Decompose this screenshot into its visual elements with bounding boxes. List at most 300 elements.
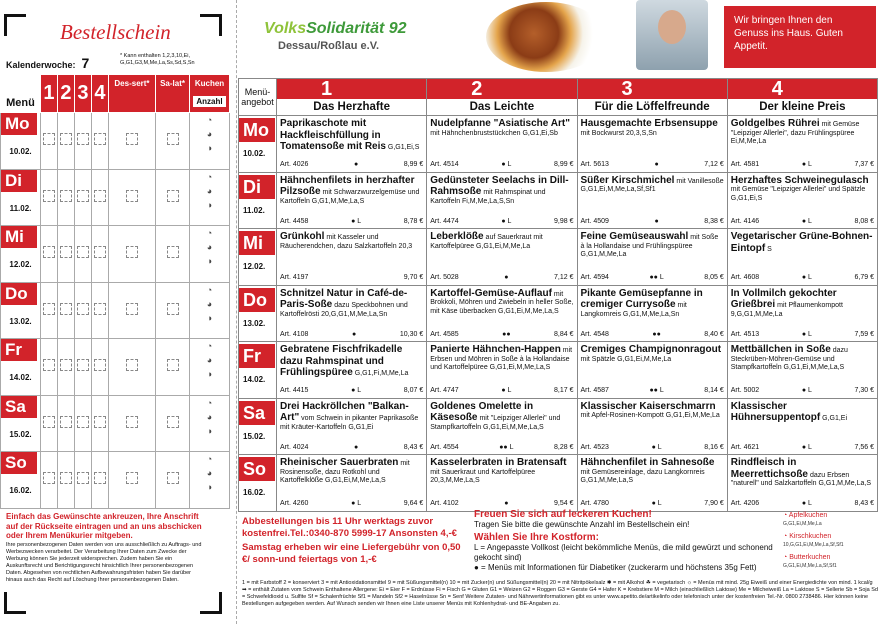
order-checkbox[interactable] — [126, 190, 138, 202]
order-checkbox[interactable] — [126, 472, 138, 484]
day-cell — [239, 342, 277, 399]
order-checkbox[interactable] — [77, 246, 89, 258]
diet-symbols: ● L — [801, 387, 812, 394]
day-label: Mi — [1, 226, 37, 248]
order-checkbox[interactable] — [77, 190, 89, 202]
checkbox-cell[interactable] — [41, 282, 58, 339]
order-grid — [0, 74, 230, 509]
checkbox-cell[interactable] — [74, 452, 91, 509]
checkbox-cell[interactable] — [156, 395, 190, 452]
dish-desc: G,G1,Fi,M,Me,La — [352, 370, 409, 377]
cake-count-cell[interactable] — [190, 113, 230, 170]
diet-symbols: ● — [353, 161, 359, 168]
checkbox-cell[interactable] — [108, 226, 155, 283]
menu-row — [239, 172, 878, 229]
checkbox-cell[interactable] — [108, 452, 155, 509]
article-number: Art. 5002 — [730, 387, 760, 394]
dish-cell — [727, 285, 877, 342]
checkbox-cell[interactable] — [57, 452, 74, 509]
order-checkbox[interactable] — [60, 190, 72, 202]
dish-cell — [577, 455, 727, 512]
order-checkbox[interactable] — [43, 303, 55, 315]
article-number: Art. 4197 — [280, 274, 309, 281]
dish-name: Hähnchenfilets in herzhafter Pilzsoße — [280, 174, 415, 197]
dish-price: 8,07 € — [403, 387, 424, 394]
checkbox-cell[interactable] — [156, 169, 190, 226]
menu-sheet — [238, 0, 880, 624]
checkbox-cell[interactable] — [91, 339, 108, 396]
diet-symbols: ● L — [801, 500, 812, 507]
salad-col: Sa-lat* — [156, 75, 190, 113]
day-cell — [1, 169, 41, 226]
diet-symbols: ● L — [801, 443, 812, 451]
diet-symbols: ●● L — [649, 274, 664, 281]
corner-mark — [4, 592, 26, 614]
order-checkbox[interactable] — [167, 246, 179, 258]
checkbox-cell[interactable] — [41, 113, 58, 170]
order-checkbox[interactable] — [60, 416, 72, 428]
dish-price: 7,12 € — [554, 274, 574, 281]
checkbox-cell[interactable] — [108, 339, 155, 396]
date-label: 10.02. — [9, 147, 32, 156]
diet-symbols: ● L — [351, 387, 362, 394]
dish-cell — [427, 455, 577, 512]
dish-name: Klassischer Kaiserschmarrn — [580, 400, 716, 412]
dish-desc: dazu Erbsen "naturell" und Salzkartoffeln G,G1,M,Me,La,S — [730, 471, 871, 487]
checkbox-cell[interactable] — [57, 282, 74, 339]
checkbox-cell[interactable] — [74, 395, 91, 452]
dish-cell — [577, 229, 727, 286]
article-number: Art. 4024 — [280, 443, 309, 451]
category-header — [277, 79, 427, 116]
dish-cell — [427, 229, 577, 286]
dish-cell — [277, 285, 427, 342]
dessert-col: Des-sert* — [108, 75, 155, 113]
cake-icons: ◔ ◕ ◑ — [206, 341, 213, 379]
diet-symbols: ● L — [651, 500, 662, 507]
article-number: Art. 4458 — [280, 217, 309, 225]
order-checkbox[interactable] — [43, 359, 55, 371]
dish-price: 8,05 € — [704, 274, 724, 281]
article-number: Art. 4747 — [430, 387, 459, 394]
order-checkbox[interactable] — [126, 303, 138, 315]
checkbox-cell[interactable] — [91, 395, 108, 452]
date-label: 15.02. — [243, 431, 266, 441]
order-row — [1, 395, 230, 452]
order-checkbox[interactable] — [77, 472, 89, 484]
order-row — [1, 226, 230, 283]
dish-desc: mit Rahmspinat und Kartoffeln Fi,M,Me,La,S,Sn — [430, 189, 546, 205]
order-checkbox[interactable] — [167, 416, 179, 428]
diet-symbols: ● L — [801, 161, 812, 168]
cake-item: ◔ Butterkuchen G,G1,Ei,M,Me,La,Sf,Sf1 — [783, 554, 837, 569]
cake-col: Kuchen Anzahl — [190, 75, 230, 113]
diet-symbols: ●● — [502, 330, 511, 338]
cake-icons: ◔ ◕ ◑ — [206, 171, 213, 210]
dish-name: Kartoffel-Gemüse-Auflauf — [430, 287, 552, 299]
dish-desc: auf Sauerkraut mit Kartoffelpüree G,G1,Ei,M,Me,La — [430, 234, 543, 250]
day-label: Mo — [1, 113, 37, 135]
dish-desc: G,G1,Ei — [820, 415, 848, 422]
dish-desc: mit Vanillesoße G,G1,Ei,M,Me,La,Sf,Sf1 — [580, 177, 724, 193]
dish-name: Mettbällchen in Soße — [730, 344, 831, 355]
order-checkbox[interactable] — [126, 133, 138, 145]
dish-name: Grünkohl — [280, 231, 325, 242]
diet-symbols: ● L — [501, 387, 512, 394]
diet-symbols: ● L — [651, 443, 662, 451]
date-label: 13.02. — [9, 316, 32, 326]
menu-row — [239, 342, 878, 399]
dish-name: Gedünsteter Seelachs in Dill-Rahmsoße — [430, 174, 569, 197]
checkbox-cell[interactable] — [156, 452, 190, 509]
dish-desc: S — [765, 245, 772, 253]
day-label: Fr — [239, 344, 275, 368]
dish-price: 8,99 € — [403, 161, 424, 168]
logo-subtitle: Dessau/Roßlau e.V. — [278, 40, 380, 52]
order-checkbox[interactable] — [126, 416, 138, 428]
day-label: So — [239, 457, 275, 481]
dish-desc: mit Brokkoli, Möhren und Zwiebeln in heller Soße, mit Käse überbacken G,G1,Ei,M,Me,La,S — [430, 290, 574, 315]
dish-name: Herzhaftes Schweinegulasch — [730, 174, 869, 186]
diet-symbols: ● — [504, 500, 509, 507]
order-checkbox[interactable] — [77, 359, 89, 371]
cake-count-cell[interactable] — [190, 339, 230, 396]
cake-icons: ◔ ◕ ◑ — [206, 115, 213, 153]
corner-mark — [200, 14, 222, 36]
dish-name: Süßer Kirschmichel — [580, 174, 675, 186]
order-checkbox[interactable] — [94, 416, 106, 428]
dish-cell — [277, 342, 427, 399]
checkbox-cell[interactable] — [74, 282, 91, 339]
checkbox-cell[interactable] — [91, 113, 108, 170]
dish-desc: mit Erbsen und Möhren in Soße à la Hollandaise und Kartoffelpüree G,G1,Ei,M,Me,La,S — [430, 347, 573, 371]
dish-price: 8,84 € — [554, 330, 574, 338]
date-label: 10.02. — [243, 149, 266, 158]
cake-count-cell[interactable] — [190, 282, 230, 339]
dish-desc: mit Sauerkraut und Kartoffelpüree 20,3,M,Me,La,S — [430, 468, 536, 484]
order-checkbox[interactable] — [43, 133, 55, 145]
checkbox-cell[interactable] — [108, 113, 155, 170]
order-row — [1, 113, 230, 170]
diet-symbols: ● — [654, 217, 659, 225]
cake-icons: ◔ ◕ ◑ — [206, 284, 213, 323]
checkbox-cell[interactable] — [108, 282, 155, 339]
checkbox-cell[interactable] — [91, 452, 108, 509]
dish-cell — [727, 455, 877, 512]
diet-info: Freuen Sie sich auf leckeren Kuchen! Tragen Sie bitte die gewünschte Anzahl im Bestellschein ein! Wählen Sie Ihre Kostform: L = Angepasste Vollkost (leicht bekömmliche Menüs, die mild gewürzt und schonend gekocht sind) ● = Menüs mit Informationen für Diabetiker (zuckerarm und höchstens 35g Fett) — [474, 509, 773, 572]
category-number: 4 — [728, 79, 877, 99]
dish-price: 7,12 € — [704, 161, 724, 168]
dish-price: 7,30 € — [854, 387, 874, 394]
day-cell — [239, 455, 277, 512]
dish-cell — [727, 116, 877, 173]
instruction-note: Einfach das Gewünschte ankreuzen, Ihre Anschrift auf der Rückseite eintragen und an uns abschicken oder Ihrem Menükurier mitgeben. — [6, 512, 202, 540]
day-cell — [1, 339, 41, 396]
day-label: Do — [239, 288, 275, 312]
checkbox-cell[interactable] — [156, 113, 190, 170]
order-checkbox[interactable] — [60, 359, 72, 371]
dish-desc: mit Hähnchenbruststückchen G,G1,Ei,Sb — [430, 129, 558, 137]
article-number: Art. 4585 — [430, 330, 459, 338]
day-label: Di — [239, 175, 275, 199]
article-number: Art. 4523 — [580, 443, 609, 451]
menu-table — [238, 78, 878, 512]
allergen-legend: 1 = mit Farbstoff 2 = konserviert 3 = mit Antioxidationsmittel 9 = mit Süßungsmittel(n) 10 = mit Zucker(n) und Süßungsmittel(n) 20 = mit Nitritpökelsalz ✱ = mit Alkohol ☘ = vegetarisch ☼ = Menüs mit mind. 25g Eiweiß und einer Energiedichte von mind. 1 kcal/g ➡ = enthält Zutaten vom Schwein Enthaltene Allergene: Ei = Eier F = Erdnüsse Fi = Fisch G = Gluten G1 = Weizen G2 = Roggen G3 = Gerste G4 = Hafer K = Krebstiere M = Milch (einschließlich Laktose) Me = Milcheiweiß La = Laktose S = Sellerie Sb = Soja Sd = Schwefeldioxid u. Sulfite Sf = Schalenfrüchte Sf1 = Mandeln Sf2 = Haselnüsse Sn = Senf Weitere Zutaten- und Nährwertinformationen gibt es unter www.apetito.de/artikelinfo oder telefonisch unter der kostenfreien Tel.-Nr. 0800 2738486. Hier können keine Bestellungen aufgegeben werden. Auf Wunsch senden wir Ihnen eine Liste unserer Menüs mit Kohlenhydrat- und BE-Angaben zu. — [242, 580, 878, 607]
article-number: Art. 5028 — [430, 274, 459, 281]
order-checkbox[interactable] — [126, 359, 138, 371]
dish-price: 8,38 € — [704, 217, 724, 225]
day-label: Fr — [1, 339, 37, 361]
logo: VolksSolidarität 92 — [264, 20, 407, 37]
date-label: 14.02. — [9, 373, 32, 382]
checkbox-cell[interactable] — [156, 282, 190, 339]
diet-symbols: ● — [504, 274, 509, 281]
corner-mark — [4, 14, 26, 36]
order-form — [0, 0, 232, 624]
cake-icons: ◔ ◕ ◑ — [206, 454, 213, 492]
article-number: Art. 4780 — [580, 500, 609, 507]
dish-price: 7,59 € — [854, 330, 874, 338]
order-checkbox[interactable] — [60, 472, 72, 484]
cake-count-cell[interactable] — [190, 452, 230, 509]
checkbox-cell[interactable] — [41, 169, 58, 226]
article-number: Art. 4587 — [580, 387, 609, 394]
dish-price: 6,79 € — [854, 274, 874, 281]
diet-symbols: ● L — [801, 274, 812, 281]
diet-symbols: ● L — [801, 330, 812, 338]
category-name: Das Leichte — [469, 101, 535, 113]
day-cell — [239, 229, 277, 286]
order-checkbox[interactable] — [94, 472, 106, 484]
order-checkbox[interactable] — [77, 303, 89, 315]
slogan-box: Wir bringen Ihnen den Genuss ins Haus. Guten Appetit. — [724, 6, 876, 68]
dish-name: Paprikaschote mit Hackfleischfüllung in Tomatensoße mit Reis — [280, 118, 386, 152]
order-checkbox[interactable] — [94, 246, 106, 258]
privacy-note: Ihre personenbezogenen Daten werden von uns ausschließlich zu Auftrags- und Werbezwecken verarbeitet. Der Verarbeitung Ihrer Daten zum Zwecke der Werbung können Sie jederzeit widersprechen. Zudem haben Sie ein Auskunftsrecht und Berichtigungsrecht hinsichtlich Ihrer personenbezogenen Daten. Abgesehen von rechtlichen Aufbewahrungsfristen haben Sie darüber hinaus auch das Recht auf Löschung Ihrer personenbezogenen Daten. — [6, 542, 202, 583]
checkbox-cell[interactable] — [74, 339, 91, 396]
category-name: Der kleine Preis — [759, 101, 846, 113]
menu-col-4: 4 — [91, 75, 108, 113]
dish-cell — [427, 342, 577, 399]
checkbox-cell[interactable] — [57, 113, 74, 170]
order-checkbox[interactable] — [43, 246, 55, 258]
diet-symbols: ●● — [652, 330, 661, 338]
checkbox-cell[interactable] — [41, 226, 58, 283]
cake-icons: ◔ ◕ ◑ — [206, 397, 213, 436]
dish-cell — [427, 285, 577, 342]
menu-row — [239, 285, 878, 342]
checkbox-cell[interactable] — [108, 395, 155, 452]
date-label: 15.02. — [9, 429, 32, 439]
dish-cell — [577, 116, 727, 173]
article-number: Art. 4509 — [580, 217, 609, 225]
dish-desc: mit Spätzle G,G1,Ei,M,Me,La — [580, 355, 672, 363]
checkbox-cell[interactable] — [41, 452, 58, 509]
article-number: Art. 4415 — [280, 387, 309, 394]
diet-symbols: ● L — [351, 217, 362, 225]
menu-row — [239, 229, 878, 286]
dish-cell — [427, 172, 577, 229]
checkbox-cell[interactable] — [57, 395, 74, 452]
cake-count-cell[interactable] — [190, 169, 230, 226]
dish-desc: mit Rosinensoße, dazu Rotkohl und Kartoffelklöße G,G1,Ei,M,Me,La,S — [280, 460, 410, 484]
category-header — [427, 79, 577, 116]
checkbox-cell[interactable] — [91, 282, 108, 339]
day-cell — [1, 452, 41, 509]
dish-price: 7,37 € — [854, 161, 874, 168]
checkbox-cell[interactable] — [156, 226, 190, 283]
article-number: Art. 4108 — [280, 330, 309, 338]
dish-price: 9,54 € — [554, 500, 574, 507]
date-label: 11.02. — [9, 203, 32, 213]
dish-price: 8,43 € — [854, 500, 874, 507]
order-checkbox[interactable] — [77, 133, 89, 145]
day-label: Mi — [239, 231, 275, 255]
checkbox-cell[interactable] — [74, 113, 91, 170]
category-header — [577, 79, 727, 116]
corner-mark — [200, 592, 222, 614]
order-checkbox[interactable] — [167, 303, 179, 315]
article-number: Art. 5613 — [580, 161, 609, 168]
diet-symbols: ● — [352, 330, 357, 338]
dish-name: Rheinischer Sauerbraten — [280, 457, 399, 468]
date-label: 13.02. — [243, 318, 266, 328]
order-checkbox[interactable] — [167, 133, 179, 145]
dish-cell — [277, 455, 427, 512]
article-number: Art. 4206 — [730, 500, 760, 507]
order-checkbox[interactable] — [43, 472, 55, 484]
order-checkbox[interactable] — [167, 359, 179, 371]
dish-desc: mit Kasseler und Räucherendchen, dazu Salzkartoffeln 20,3 — [280, 234, 413, 250]
order-checkbox[interactable] — [94, 133, 106, 145]
dish-desc: mit Langkornreis G,G1,M,Me,La,Sn — [580, 302, 687, 318]
cake-icons: ◔ ◕ ◑ — [206, 228, 213, 266]
week-note: * Kann enthalten 1,2,3,10,Ei, G,G1,G3,M,Me,La,Ss,Sd,S,Sn — [120, 53, 195, 66]
checkbox-cell[interactable] — [41, 395, 58, 452]
dish-name: Klassischer Hühnersuppentopf — [730, 400, 821, 423]
article-number: Art. 4621 — [730, 443, 760, 451]
dish-price: 7,56 € — [854, 443, 874, 451]
dish-name: Gebratene Fischfrikadelle dazu Rahmspinat und Frühlingspüree — [280, 344, 403, 378]
article-number: Art. 4554 — [430, 443, 459, 451]
order-checkbox[interactable] — [43, 416, 55, 428]
dish-name: Nudelpfanne "Asiatische Art" — [430, 118, 570, 129]
dish-desc: G,G1,Ei,S — [385, 144, 420, 151]
dish-price: 8,28 € — [554, 443, 574, 451]
order-checkbox[interactable] — [60, 133, 72, 145]
category-name: Das Herzhafte — [313, 101, 390, 113]
dish-name: Cremiges Champignonragout — [580, 344, 722, 355]
dish-price: 9,98 € — [554, 217, 574, 225]
diet-symbols: ● L — [501, 161, 512, 168]
dish-desc: mit Gemüse "Leipziger Allerlei" und Spätzle G,G1,Ei,S — [730, 186, 866, 202]
order-checkbox[interactable] — [167, 190, 179, 202]
order-checkbox[interactable] — [94, 303, 106, 315]
checkbox-cell[interactable] — [74, 226, 91, 283]
dish-name: Feine Gemüseauswahl — [580, 231, 689, 242]
category-number: 1 — [277, 79, 426, 99]
dish-cell — [277, 398, 427, 455]
diet-symbols: ● — [353, 443, 359, 451]
dish-name: Leberklöße — [430, 231, 484, 242]
cake-count-cell[interactable] — [190, 395, 230, 452]
order-checkbox[interactable] — [167, 472, 179, 484]
cake-count-cell[interactable] — [190, 226, 230, 283]
article-number: Art. 4146 — [730, 217, 760, 225]
dish-cell — [577, 172, 727, 229]
cake-item: ◔ Kirschkuchen 10,G,G1,Ei,M,Me,La,Sf,Sf1 — [783, 533, 844, 548]
article-number: Art. 4594 — [580, 274, 609, 281]
dish-price: 7,90 € — [704, 500, 724, 507]
menu-row — [239, 116, 878, 173]
checkbox-cell[interactable] — [41, 339, 58, 396]
week-number: 7 — [81, 55, 90, 71]
dish-name: Goldgelbes Rührei — [730, 118, 820, 129]
dish-name: Schnitzel Natur in Café-de-Paris-Soße — [280, 287, 408, 310]
day-label: Do — [1, 283, 37, 305]
checkbox-cell[interactable] — [91, 169, 108, 226]
order-checkbox[interactable] — [94, 359, 106, 371]
dish-name: Rindfleisch in Meerrettichsoße — [730, 457, 808, 480]
date-label: 11.02. — [243, 205, 265, 215]
dish-desc: mit Gemüsereinlage, dazu Langkornreis G,G1,M,Me,La,S — [580, 468, 705, 484]
courier-photo — [636, 0, 708, 70]
dish-cell — [577, 398, 727, 455]
dish-desc: dazu Steckrüben-Möhren-Gemüse und Stampfkartoffeln G,G1,Ei,M,Me,La,S — [730, 347, 848, 371]
day-cell — [1, 282, 41, 339]
article-number: Art. 4102 — [430, 500, 459, 507]
dish-cell — [727, 342, 877, 399]
order-checkbox[interactable] — [94, 190, 106, 202]
article-number: Art. 4026 — [280, 161, 309, 168]
order-checkbox[interactable] — [77, 416, 89, 428]
checkbox-cell[interactable] — [57, 339, 74, 396]
menu-row — [239, 455, 878, 512]
article-number: Art. 4260 — [280, 500, 309, 507]
dish-price: 8,78 € — [403, 217, 424, 225]
diet-symbols: ● L — [801, 217, 812, 225]
menu-offer-header: Menü-angebot — [239, 79, 277, 116]
checkbox-cell[interactable] — [108, 169, 155, 226]
order-checkbox[interactable] — [60, 246, 72, 258]
dish-price: 10,30 € — [399, 330, 424, 338]
dish-price: 8,99 € — [554, 161, 574, 168]
dish-desc: dazu Speckbohnen und Kartoffelrösti 20,G,G1,M,Me,La,Sn — [280, 302, 408, 318]
article-number: Art. 4608 — [730, 274, 760, 281]
category-number: 2 — [427, 79, 576, 99]
dish-price: 8,14 € — [704, 387, 724, 394]
dish-name: Hausgemachte Erbsensuppe — [580, 118, 718, 129]
day-cell — [239, 172, 277, 229]
checkbox-cell[interactable] — [57, 169, 74, 226]
category-header — [727, 79, 877, 116]
order-checkbox[interactable] — [43, 190, 55, 202]
checkbox-cell[interactable] — [74, 169, 91, 226]
day-cell — [239, 285, 277, 342]
checkbox-cell[interactable] — [57, 226, 74, 283]
checkbox-cell[interactable] — [91, 226, 108, 283]
dish-name: Kasselerbraten in Bratensaft — [430, 457, 567, 468]
date-label: 12.02. — [243, 262, 266, 271]
date-label: 16.02. — [243, 488, 266, 497]
dish-name: Goldenes Omelette in Käsesoße — [430, 400, 534, 423]
menu-col-2: 2 — [57, 75, 74, 113]
dish-cell — [427, 116, 577, 173]
checkbox-cell[interactable] — [156, 339, 190, 396]
order-checkbox[interactable] — [60, 303, 72, 315]
order-checkbox[interactable] — [126, 246, 138, 258]
dish-name: Hähnchenfilet in Sahnesoße — [580, 457, 715, 468]
